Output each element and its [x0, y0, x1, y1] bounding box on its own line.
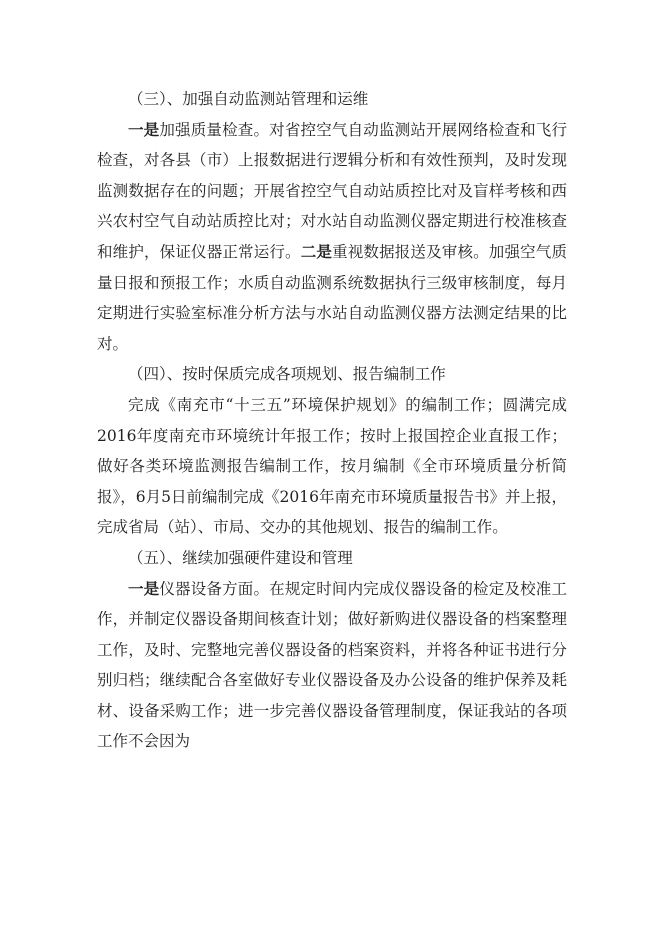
section-3-lead-2: 二是	[300, 242, 333, 261]
section-3-heading: （三）、加强自动监测站管理和运维	[128, 90, 369, 108]
document-body	[97, 84, 567, 757]
section-3-paragraph	[97, 115, 567, 360]
section-3-text-2: 重视数据报送及审核。加强空气质量日报和预报工作；水质自动监测系统数据执行三级审核制度，每月定期进行实验室标准分析方法与水站自动监测仪器方法测定结果的比对。	[97, 242, 567, 353]
section-4-paragraph: 完成《南充市“十三五”环境保护规划》的编制工作；圆满完成2016年度南充市环境统计年报工作；按时上报国控企业直报工作；做好各类环境监测报告编制工作，按月编制《全市环境质量分析简报》，6月5日前编制完成《2016年南充市环境质量报告书》并上报，完成省局（站）、市局、交办的其他规划、报告的编制工作。	[97, 395, 567, 537]
section-5-lead-1: 一是	[128, 579, 160, 598]
section-4-heading: （四）、按时保质完成各项规划、报告编制工作	[128, 365, 446, 384]
section-3-text-1: 加强质量检查。对省控空气自动监测站开展网络检查和飞行检查，对各县（市）上报数据进行逻辑分析和有效性预判，及时发现监测数据存在的问题；开展省控空气自动站质控比对及盲样考核和西兴农村空气自动站质控比对；对水站自动监测仪器定期进行校准核查和维护，保证仪器正常运行。	[97, 120, 567, 261]
section-3-lead-1: 一是	[128, 120, 160, 139]
section-5-paragraph	[97, 574, 567, 758]
section-5-text-1: 仪器设备方面。在规定时间内完成仪器设备的检定及校准工作，并制定仪器设备期间核查计划；做好新购进仪器设备的档案整理工作，及时、完整地完善仪器设备的档案资料，并将各种证书进行分别归档；继续配合各室做好专业仪器设备及办公设备的维护保养及耗材、设备采购工作；进一步完善仪器设备管理制度，保证我站的各项工作不会因为	[97, 579, 567, 751]
section-5-heading: （五）、继续加强硬件建设和管理	[128, 548, 353, 567]
